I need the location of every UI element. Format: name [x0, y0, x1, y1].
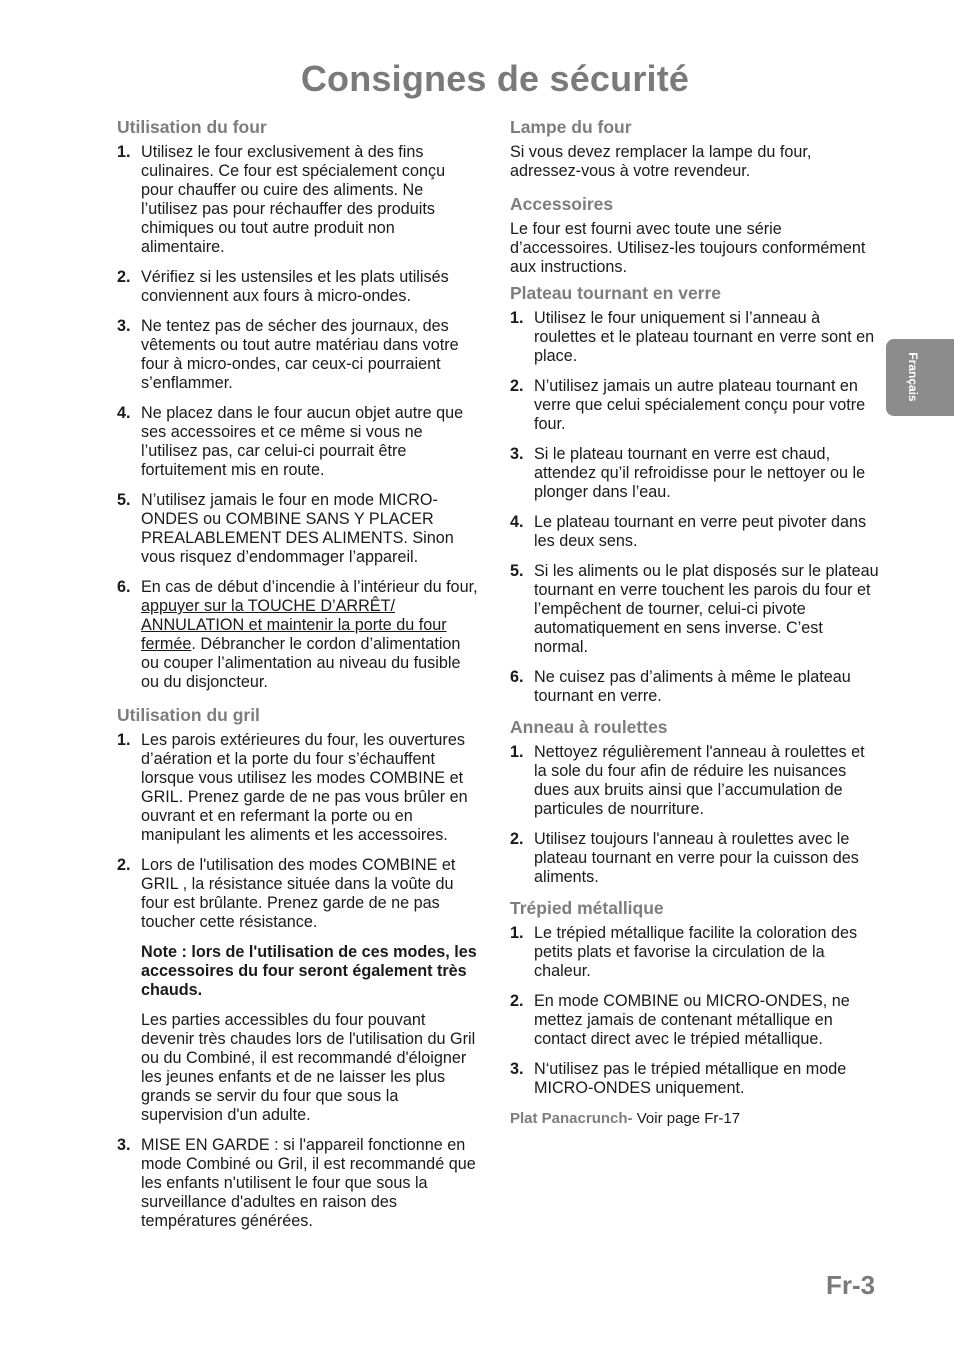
- plat-page-link[interactable]: Voir page Fr-17: [632, 1110, 741, 1127]
- accessoires-text: Le four est fourni avec toute une série d’accessoires. Utilisez-les toujours conformément aux instructions.: [510, 220, 866, 276]
- item-number: 3.: [510, 1060, 524, 1078]
- item-text: En mode COMBINE ou MICRO-ONDES, ne mettez jamais de contenant métallique en contact direct avec le trépied métallique.: [534, 992, 850, 1048]
- item-number: 3.: [510, 445, 524, 463]
- plat-reference: [510, 1109, 880, 1128]
- section-heading-lampe: Lampe du four: [510, 117, 632, 137]
- language-tab-label: Français: [906, 352, 920, 402]
- item-text: Le plateau tournant en verre peut pivoter dans les deux sens.: [534, 513, 867, 550]
- anneau-list: [510, 743, 880, 887]
- item-number: 3.: [117, 317, 131, 335]
- item-text: Lors de l'utilisation des modes COMBINE et GRIL , la résistance située dans la voûte du four est brûlante. Prenez garde de ne pas toucher cette résistance.: [141, 856, 456, 931]
- item-text: Utilisez le four exclusivement à des fins culinaires. Ce four est spécialement conçu pour chauffer ou cuire des aliments. Ne l’utilisez pas pour réchauffer des produits chimiques ou tout autre produit non alimentaire.: [141, 143, 446, 256]
- item-number: 2.: [510, 377, 524, 395]
- item-number: 1.: [117, 143, 131, 161]
- item-number: 2.: [117, 268, 131, 286]
- four-list: [117, 143, 481, 692]
- item-number: 2.: [510, 830, 524, 848]
- item-text: Si les aliments ou le plat disposés sur le plateau tournant en verre touchent les parois du four et l’empêchent de tourner, celui-ci pivote automatiquement en sens inverse. C’est normal.: [534, 562, 879, 656]
- list-item: [510, 924, 880, 981]
- item-number: 1.: [510, 924, 524, 942]
- page-number: Fr-3: [826, 1270, 876, 1300]
- item-number: 5.: [510, 562, 524, 580]
- list-item: [510, 309, 880, 366]
- item-number: 6.: [117, 578, 131, 596]
- item-text: MISE EN GARDE : si l'appareil fonctionne en mode Combiné ou Gril, il est recommandé que les enfants n'utilisent le four que sous la surveillance d'adultes en raison des températures générées.: [141, 1136, 476, 1230]
- item-text-underlined: appuyer sur la TOUCHE D’ARRÊT/ ANNULATION et maintenir la porte du four fermée: [141, 597, 447, 653]
- item-text: N’utilisez jamais le four en mode MICRO-ONDES ou COMBINE SANS Y PLACER PREALABLEMENT DES ALIMENTS. Sinon vous risquez d’endommager l’appareil.: [141, 491, 454, 566]
- list-item: [510, 1060, 880, 1098]
- item-text: Ne placez dans le four aucun objet autre que ses accessoires et ce même si vous ne l’utilisez pas, car celui-ci pourrait être fortuitement mis en route.: [141, 404, 464, 479]
- section-heading-trepied: Trépied métallique: [510, 898, 664, 918]
- section-heading-four: Utilisation du four: [117, 117, 267, 137]
- gril-list: [117, 731, 481, 1231]
- section-heading-accessoires: Accessoires: [510, 194, 614, 214]
- plat-label: Plat Panacrunch-: [510, 1110, 633, 1127]
- section-heading-gril: Utilisation du gril: [117, 705, 260, 725]
- list-item: [510, 668, 880, 706]
- item-text-pre: En cas de début d’incendie à l’intérieur du four,: [141, 578, 478, 596]
- item-number: 4.: [117, 404, 131, 422]
- list-item: [510, 445, 880, 502]
- item-number: 6.: [510, 668, 524, 686]
- item-number: 1.: [510, 743, 524, 761]
- language-tab[interactable]: [886, 339, 954, 416]
- list-item: [510, 992, 880, 1049]
- section-heading-anneau: Anneau à roulettes: [510, 717, 668, 737]
- item-text: Vérifiez si les ustensiles et les plats utilisés conviennent aux fours à micro-ondes.: [141, 268, 449, 305]
- item-text: N’utilisez jamais un autre plateau tournant en verre que celui spécialement conçu pour votre four.: [534, 377, 866, 433]
- list-item: [117, 578, 481, 692]
- plateau-list: [510, 309, 880, 706]
- list-item: [117, 317, 481, 393]
- item-text: Ne tentez pas de sécher des journaux, des vêtements ou tout autre matériau dans votre four à micro-ondes, car ceux-ci pourraient s’enflammer.: [141, 317, 459, 392]
- item-text: Le trépied métallique facilite la coloration des petits plats et favorise la circulation de la chaleur.: [534, 924, 858, 980]
- item-text: Utilisez toujours l'anneau à roulettes avec le plateau tournant en verre pour la cuisson des aliments.: [534, 830, 859, 886]
- item-number: 1.: [510, 309, 524, 327]
- list-item: [117, 143, 481, 257]
- item-text: N‘utilisez pas le trépied métallique en mode MICRO-ONDES uniquement.: [534, 1060, 847, 1097]
- list-item: [117, 268, 481, 306]
- list-item: [510, 743, 880, 819]
- list-item: [510, 562, 880, 657]
- list-item: [510, 513, 880, 551]
- list-item: [117, 491, 481, 567]
- item-number: 5.: [117, 491, 131, 509]
- item-number: 1.: [117, 731, 131, 749]
- item-number: 3.: [117, 1136, 131, 1154]
- lampe-text: Si vous devez remplacer la lampe du four, adressez-vous à votre revendeur.: [510, 143, 812, 180]
- trepied-list: [510, 924, 880, 1098]
- list-item: [117, 856, 481, 1125]
- list-item: [117, 1136, 481, 1231]
- item-extra: Les parties accessibles du four pouvant devenir très chaudes lors de l'utilisation du Gril ou du Combiné, il est recommandé d'éloigner les jeunes enfants et de ne laisser les plus grands se servir du four que sous la supervision d'un adulte.: [141, 1011, 476, 1124]
- list-item: [117, 404, 481, 480]
- item-number: 2.: [117, 856, 131, 874]
- item-text: Ne cuisez pas d’aliments à même le plateau tournant en verre.: [534, 668, 851, 705]
- item-text: Si le plateau tournant en verre est chaud, attendez qu’il refroidisse pour le nettoyer ou le plonger dans l’eau.: [534, 445, 866, 501]
- item-number: 2.: [510, 992, 524, 1010]
- item-text: Nettoyez régulièrement l'anneau à roulettes et la sole du four afin de réduire les nuisances dues aux bruits ainsi que l’accumulation de particules de nourriture.: [534, 743, 865, 818]
- item-number: 4.: [510, 513, 524, 531]
- list-item: [510, 377, 880, 434]
- list-item: [117, 731, 481, 845]
- left-column: [117, 117, 481, 1242]
- item-text-post: . Débrancher le cordon d’alimentation ou couper l’alimentation au niveau du fusible ou du disjoncteur.: [141, 635, 461, 691]
- item-note: Note : lors de l'utilisation de ces modes, les accessoires du four seront également très chauds.: [141, 943, 477, 999]
- right-column: [510, 117, 880, 1128]
- section-heading-plateau: Plateau tournant en verre: [510, 283, 722, 303]
- item-text: Les parois extérieures du four, les ouvertures d’aération et la porte du four s’échauffent lorsque vous utilisez les modes COMBINE et GRIL. Prenez garde de ne pas vous brûler en ouvrant et en refermant la porte ou en manipulant les aliments et les accessoires.: [141, 731, 468, 844]
- list-item: [510, 830, 880, 887]
- page-title: Consignes de sécurité: [300, 58, 690, 99]
- item-text: Utilisez le four uniquement si l’anneau à roulettes et le plateau tournant en verre sont en place.: [534, 309, 875, 365]
